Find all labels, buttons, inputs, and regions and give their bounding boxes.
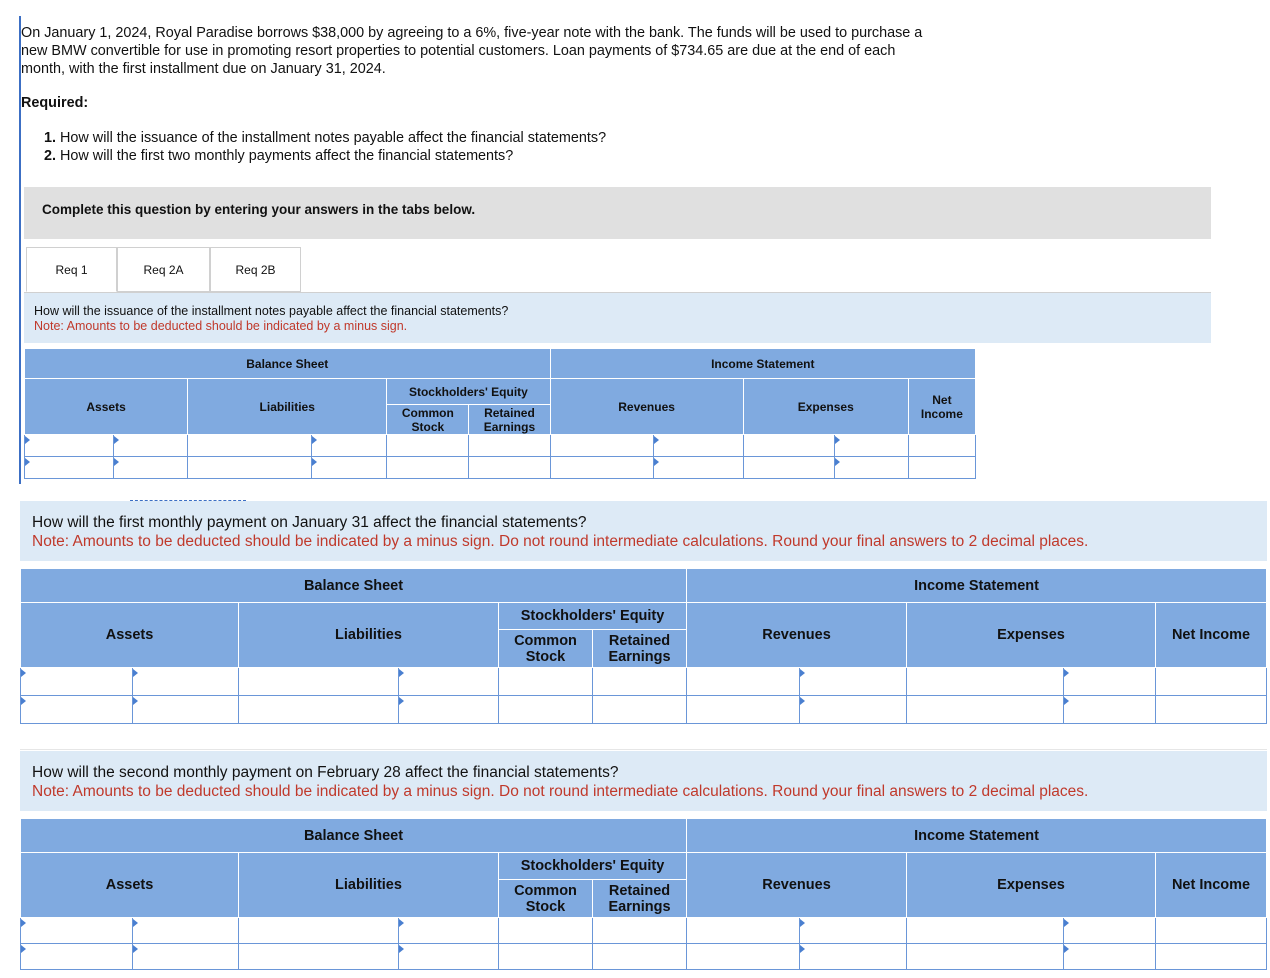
account-select-cell[interactable] — [21, 918, 133, 944]
amount-input-cell[interactable] — [1156, 918, 1267, 944]
amount-input-cell[interactable] — [114, 457, 188, 479]
tab-req-1[interactable]: Req 1 — [26, 247, 117, 292]
assets-header: Assets — [25, 379, 188, 435]
account-select-cell[interactable] — [907, 668, 1064, 696]
account-select-cell[interactable] — [21, 668, 133, 696]
amount-input-cell[interactable] — [1156, 944, 1267, 970]
question-box-2 — [20, 501, 1267, 561]
balance-sheet-header: Balance Sheet — [25, 349, 551, 379]
account-select-cell[interactable] — [907, 944, 1064, 970]
balance-sheet-header: Balance Sheet — [21, 569, 687, 603]
tab-req-2b[interactable]: Req 2B — [210, 247, 301, 292]
account-select-cell[interactable] — [25, 435, 114, 457]
net-income-header: Net Income — [1156, 603, 1267, 668]
income-statement-header: Income Statement — [687, 819, 1267, 853]
amount-input-cell[interactable] — [800, 668, 907, 696]
amount-input-cell[interactable] — [312, 457, 387, 479]
table-row — [25, 435, 976, 457]
liabilities-header: Liabilities — [188, 379, 387, 435]
amount-input-cell[interactable] — [114, 435, 188, 457]
amount-input-cell[interactable] — [499, 944, 593, 970]
amount-input-cell[interactable] — [399, 944, 499, 970]
amount-input-cell[interactable] — [593, 668, 687, 696]
amount-input-cell[interactable] — [1064, 918, 1156, 944]
expenses-header: Expenses — [743, 379, 908, 435]
amount-input-cell[interactable] — [908, 435, 975, 457]
income-statement-header: Income Statement — [550, 349, 975, 379]
section-divider — [20, 749, 1267, 750]
assets-header: Assets — [21, 603, 239, 668]
amount-input-cell[interactable] — [133, 944, 239, 970]
table-row — [21, 696, 1267, 724]
amount-input-cell[interactable] — [399, 696, 499, 724]
account-select-cell[interactable] — [687, 944, 800, 970]
stockholders-equity-header: Stockholders' Equity — [499, 603, 687, 630]
amount-input-cell[interactable] — [1156, 696, 1267, 724]
stockholders-equity-header: Stockholders' Equity — [499, 853, 687, 880]
account-select-cell[interactable] — [188, 457, 312, 479]
question-3: How will the second monthly payment on February 28 affect the financial statements? — [32, 764, 619, 781]
common-stock-header: Common Stock — [499, 630, 593, 668]
requirement-item: 2. How will the first two monthly payments affect the financial statements? — [44, 148, 514, 164]
note-3: Note: Amounts to be deducted should be indicated by a minus sign. Do not round intermediate calculations. Round your final answers to 2 decimal places. — [32, 783, 1089, 800]
retained-earnings-header: Retained Earnings — [469, 405, 550, 435]
amount-input-cell[interactable] — [133, 668, 239, 696]
amount-input-cell[interactable] — [593, 918, 687, 944]
table-row — [21, 944, 1267, 970]
amount-input-cell[interactable] — [133, 696, 239, 724]
effects-table-issuance — [24, 348, 976, 479]
amount-input-cell[interactable] — [834, 435, 908, 457]
account-select-cell[interactable] — [25, 457, 114, 479]
amount-input-cell[interactable] — [399, 668, 499, 696]
revenues-header: Revenues — [550, 379, 743, 435]
account-select-cell[interactable] — [743, 435, 834, 457]
table-row — [21, 918, 1267, 944]
requirement-item: 1. How will the issuance of the installment notes payable affect the financial statements? — [44, 130, 607, 146]
expenses-header: Expenses — [907, 853, 1156, 918]
account-select-cell[interactable] — [743, 457, 834, 479]
amount-input-cell[interactable] — [1064, 944, 1156, 970]
problem-intro: On January 1, 2024, Royal Paradise borrows $38,000 by agreeing to a 6%, five-year note with the bank. The funds will be used to purchase a new BMW convertible for use in promoting resort properties to potential customers. Loan payments of $734.65 are due at the end of each month, with the first installment due on January 31, 2024. — [21, 25, 923, 77]
amount-input-cell[interactable] — [593, 696, 687, 724]
retained-earnings-header: Retained Earnings — [593, 880, 687, 918]
common-stock-header: Common Stock — [499, 880, 593, 918]
note-1: Note: Amounts to be deducted should be indicated by a minus sign. — [34, 319, 408, 333]
table-row — [25, 457, 976, 479]
note-2: Note: Amounts to be deducted should be indicated by a minus sign. Do not round intermediate calculations. Round your final answers to 2 decimal places. — [32, 533, 1089, 550]
effects-table-february-payment — [20, 818, 1267, 970]
net-income-header: Net Income — [908, 379, 975, 435]
income-statement-header: Income Statement — [687, 569, 1267, 603]
amount-input-cell[interactable] — [133, 918, 239, 944]
stockholders-equity-header: Stockholders' Equity — [387, 379, 550, 405]
amount-input-cell[interactable] — [653, 435, 743, 457]
account-select-cell[interactable] — [907, 918, 1064, 944]
retained-earnings-header: Retained Earnings — [593, 630, 687, 668]
amount-input-cell[interactable] — [387, 435, 469, 457]
effects-table-january-payment — [20, 568, 1267, 724]
account-select-cell[interactable] — [239, 696, 399, 724]
required-heading: Required: — [21, 95, 89, 111]
amount-input-cell[interactable] — [469, 457, 550, 479]
amount-input-cell[interactable] — [908, 457, 975, 479]
account-select-cell[interactable] — [239, 918, 399, 944]
amount-input-cell[interactable] — [800, 918, 907, 944]
amount-input-cell[interactable] — [653, 457, 743, 479]
net-income-header: Net Income — [1156, 853, 1267, 918]
amount-input-cell[interactable] — [834, 457, 908, 479]
requirements-list — [44, 129, 606, 165]
table-row — [21, 668, 1267, 696]
amount-input-cell[interactable] — [399, 918, 499, 944]
amount-input-cell[interactable] — [387, 457, 469, 479]
account-select-cell[interactable] — [21, 696, 133, 724]
account-select-cell[interactable] — [550, 457, 653, 479]
account-select-cell[interactable] — [907, 696, 1064, 724]
amount-input-cell[interactable] — [469, 435, 550, 457]
amount-input-cell[interactable] — [499, 668, 593, 696]
account-select-cell[interactable] — [21, 944, 133, 970]
question-box-1 — [24, 293, 1211, 343]
amount-input-cell[interactable] — [1064, 696, 1156, 724]
question-1: How will the issuance of the installment notes payable affect the financial statements? — [34, 304, 509, 318]
amount-input-cell[interactable] — [312, 435, 387, 457]
tab-req-2a[interactable]: Req 2A — [117, 247, 210, 292]
account-select-cell[interactable] — [550, 435, 653, 457]
account-select-cell[interactable] — [188, 435, 312, 457]
revenues-header: Revenues — [687, 853, 907, 918]
amount-input-cell[interactable] — [800, 944, 907, 970]
instructions-banner — [24, 187, 1211, 239]
account-select-cell[interactable] — [239, 668, 399, 696]
balance-sheet-header: Balance Sheet — [21, 819, 687, 853]
amount-input-cell[interactable] — [499, 918, 593, 944]
amount-input-cell[interactable] — [1064, 668, 1156, 696]
account-select-cell[interactable] — [687, 668, 800, 696]
liabilities-header: Liabilities — [239, 853, 499, 918]
question-2: How will the first monthly payment on January 31 affect the financial statements? — [32, 514, 587, 531]
left-accent-bar — [19, 16, 21, 484]
question-box-3 — [20, 751, 1267, 811]
liabilities-header: Liabilities — [239, 603, 499, 668]
account-select-cell[interactable] — [687, 696, 800, 724]
revenues-header: Revenues — [687, 603, 907, 668]
common-stock-header: Common Stock — [387, 405, 469, 435]
account-select-cell[interactable] — [239, 944, 399, 970]
amount-input-cell[interactable] — [499, 696, 593, 724]
amount-input-cell[interactable] — [1156, 668, 1267, 696]
expenses-header: Expenses — [907, 603, 1156, 668]
amount-input-cell[interactable] — [800, 696, 907, 724]
instructions-text: Complete this question by entering your answers in the tabs below. — [42, 202, 476, 217]
amount-input-cell[interactable] — [593, 944, 687, 970]
assets-header: Assets — [21, 853, 239, 918]
account-select-cell[interactable] — [687, 918, 800, 944]
